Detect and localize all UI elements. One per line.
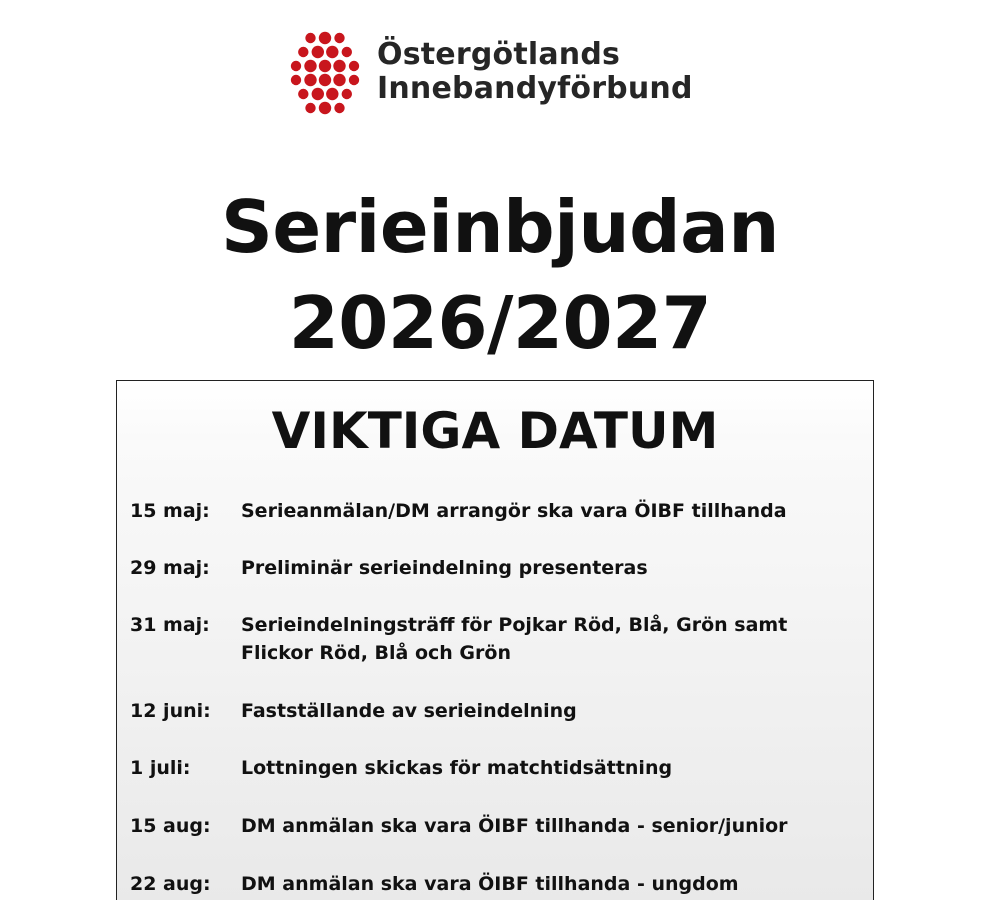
logo-dot xyxy=(326,46,338,58)
logo-dot xyxy=(291,61,301,71)
date-description: Lottningen skickas för matchtidsättning xyxy=(241,757,673,779)
dot-ball-icon xyxy=(283,26,367,118)
logo-dot xyxy=(291,75,301,85)
logo-wordmark xyxy=(377,38,693,106)
federation-logo xyxy=(283,24,723,120)
logo-dot xyxy=(312,88,324,100)
logo-dot xyxy=(319,74,331,86)
date-label: 15 maj: xyxy=(130,500,210,522)
date-label: 15 aug: xyxy=(130,815,211,837)
date-description: Preliminär serieindelning presenteras xyxy=(241,557,648,579)
date-description: Serieindelningsträff för Pojkar Röd, Blå, Grön samt Flickor Röd, Blå och Grön xyxy=(241,614,788,664)
date-label: 31 maj: xyxy=(130,614,210,636)
logo-dot xyxy=(319,32,331,44)
logo-dot xyxy=(298,89,308,99)
logo-dot xyxy=(319,102,331,114)
logo-dot xyxy=(342,89,352,99)
logo-dot xyxy=(312,46,324,58)
logo-dot xyxy=(334,33,344,43)
logo-dot xyxy=(298,47,308,57)
logo-dot xyxy=(342,47,352,57)
logo-dot xyxy=(349,61,359,71)
logo-dot xyxy=(349,75,359,85)
important-dates-box xyxy=(116,380,874,900)
important-dates-heading: VIKTIGA DATUM xyxy=(271,402,719,460)
logo-dot xyxy=(333,74,345,86)
date-label: 1 juli: xyxy=(130,757,191,779)
season-title: 2026/2027 xyxy=(288,281,712,365)
date-description: DM anmälan ska vara ÖIBF tillhanda - ungdom xyxy=(241,873,739,895)
date-description: DM anmälan ska vara ÖIBF tillhanda - senior/junior xyxy=(241,815,788,837)
logo-dot xyxy=(304,74,316,86)
page-title: Serieinbjudan xyxy=(220,185,779,269)
logo-dot xyxy=(319,60,331,72)
date-description: Serieanmälan/DM arrangör ska vara ÖIBF tillhanda xyxy=(241,500,787,522)
logo-line-1: Östergötlands xyxy=(377,37,621,72)
date-label: 12 juni: xyxy=(130,700,211,722)
logo-dot xyxy=(304,60,316,72)
date-label: 29 maj: xyxy=(130,557,210,579)
logo-dot xyxy=(333,60,345,72)
logo-dot xyxy=(326,88,338,100)
logo-dot xyxy=(334,103,344,113)
logo-line-2: Innebandyförbund xyxy=(377,71,693,106)
date-label: 22 aug: xyxy=(130,873,211,895)
date-description: Fastställande av serieindelning xyxy=(241,700,577,722)
logo-dot xyxy=(305,103,315,113)
logo-dot xyxy=(305,33,315,43)
